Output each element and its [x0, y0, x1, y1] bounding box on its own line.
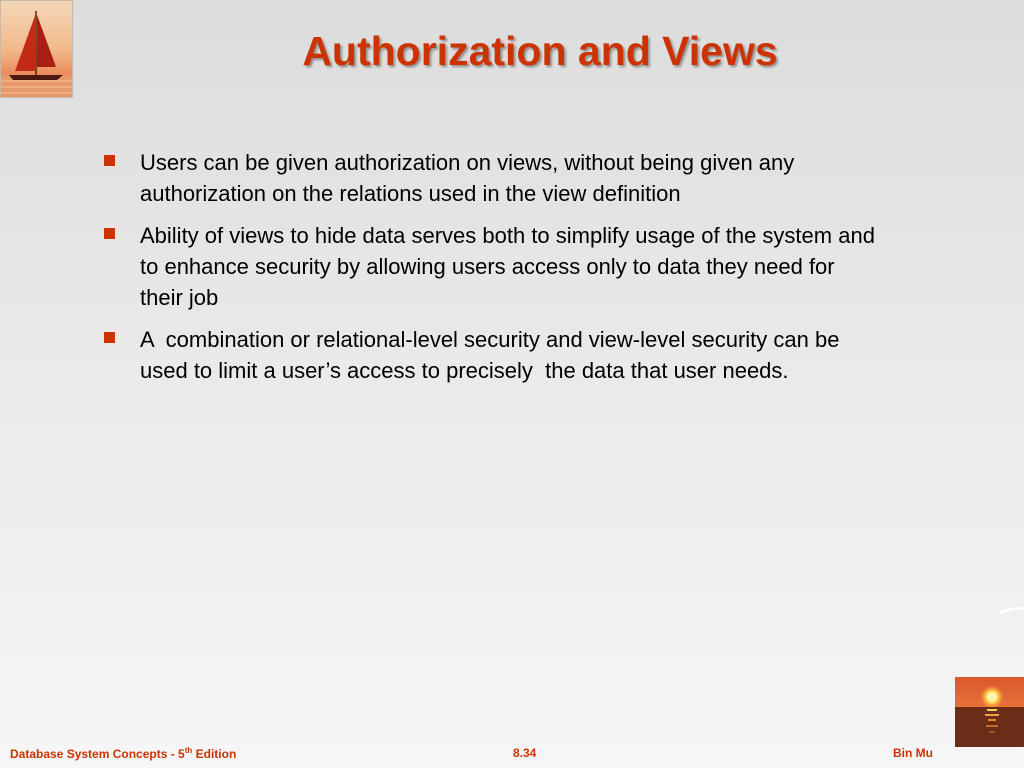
bullet-text: Ability of views to hide data serves both to simplify usage of the system and to enhance security by allowing users access only to data they need for their job: [140, 223, 882, 310]
square-bullet-icon: [104, 228, 115, 239]
sailboat-icon: [1, 1, 73, 98]
sunset-image: [955, 677, 1024, 747]
footer-book-title: [10, 746, 236, 761]
bullet-text: Users can be given authorization on views, without being given any authorization on the relations used in the view definition: [140, 150, 801, 206]
footer-edition-superscript: th: [184, 746, 193, 755]
footer-book-title-prefix: Database System Concepts - 5: [10, 747, 185, 761]
bullet-text: A combination or relational-level security and view-level security can be used to limit a user’s access to precisely the data that user needs.: [140, 327, 846, 383]
bullet-list: [104, 147, 894, 397]
bullet-item: [104, 147, 894, 209]
swoosh-decoration-icon: [1000, 605, 1024, 615]
slide-title: Authorization and Views: [302, 28, 778, 74]
sunset-sea-icon: [955, 677, 1024, 747]
sailboat-image: [0, 0, 73, 98]
footer-book-title-suffix: Edition: [192, 747, 237, 761]
bullet-item: [104, 220, 894, 313]
square-bullet-icon: [104, 155, 115, 166]
footer-slide-number: 8.34: [513, 746, 537, 760]
square-bullet-icon: [104, 332, 115, 343]
footer-author: Bin Mu: [893, 746, 933, 760]
bullet-item: [104, 324, 894, 386]
